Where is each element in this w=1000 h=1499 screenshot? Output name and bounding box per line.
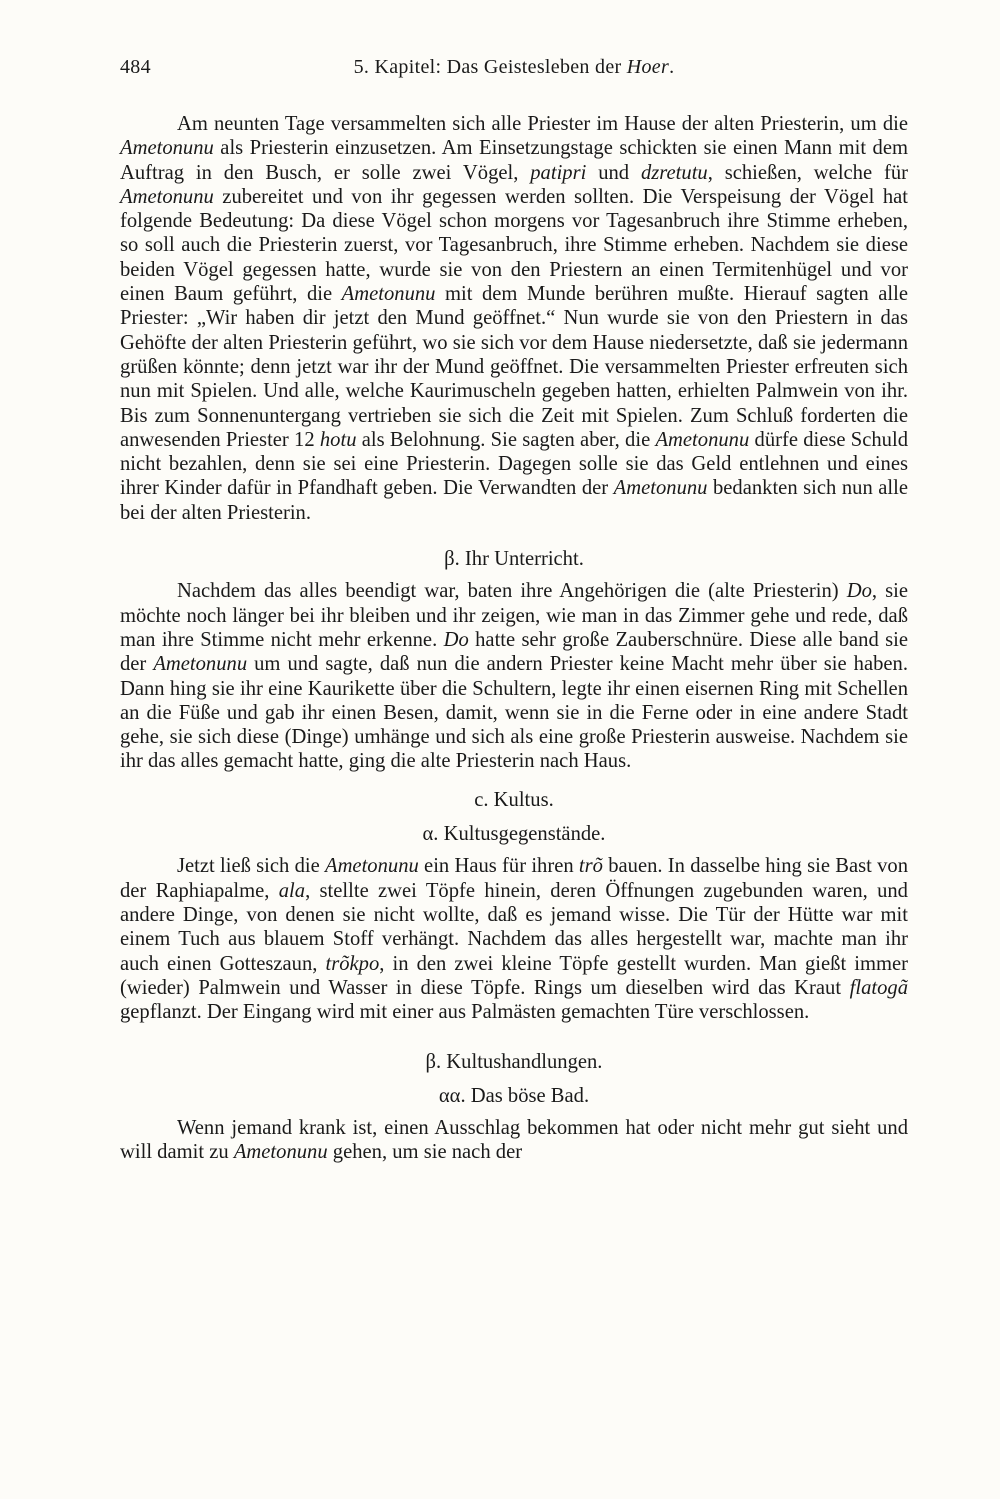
section-heading-unterricht: β. Ihr Unterricht. (444, 548, 584, 571)
running-head (120, 56, 908, 90)
paragraph-boese-bad: Wenn jemand krank ist, einen Ausschlag bekommen hat oder nicht mehr gut sieht und will damit zu Ametonunu gehen, um sie nach der (120, 1116, 908, 1164)
paragraph-installation: Am neunten Tage versammelten sich alle Priester im Hause der alten Priesterin, um die Ametonunu als Priesterin einzusetzen. Am Einsetzungstage schickten sie einen Mann mit dem Auftrag in den Busch, er solle zwei Vögel, patipri und dzretutu, schießen, welche für Ametonunu zubereitet und von ihr gegessen werden sollten. Die Verspeisung der Vögel hat folgende Bedeutung: Da diese Vögel schon morgens vor Tagesanbruch ihre Stimme erheben, so soll auch die Priesterin zuerst, vor Tagesanbruch, ihre Stimme erheben. Nachdem sie diese beiden Vögel gegessen hatte, wurde sie von den Priestern an einen Termitenhügel und vor einen Baum geführt, die Ametonunu mit dem Munde berühren mußte. Hierauf sagten alle Priester: „Wir haben dir jetzt den Mund geöffnet.“ Nun wurde sie von den Priestern in das Gehöfte der alten Priesterin geführt, wo sie sich vor dem Hause niedersetzte, daß sie jedermann grüßen könnte; denn jetzt war ihr der Mund geöffnet. Die versammelten Priester erfreuten sich nun mit Spielen. Und alle, welche Kaurimuscheln gegeben hatten, erhielten Palmwein von ihr. Bis zum Sonnenuntergang vertrieben sie sich die Zeit mit Spielen. Zum Schluß forderten die anwesenden Priester 12 hotu als Belohnung. Sie sagten aber, die Ametonunu dürfe diese Schuld nicht bezahlen, denn sie sei eine Priesterin. Dagegen solle sie das Geld entlehnen und eines ihrer Kinder dafür in Pfandhaft geben. Die Verwandten der Ametonunu bedankten sich nun alle bei der alten Priesterin. (120, 113, 908, 524)
subsection-heading-kultusgegenstaende: α. Kultusgegenstände. (422, 823, 606, 846)
subsubsection-heading-boese-bad: αα. Das böse Bad. (438, 1084, 590, 1107)
paragraph-unterricht: Nachdem das alles beendigt war, baten ihre Angehörigen die (alte Priesterin) Do, sie möchte noch länger bei ihr bleiben und ihr zeigen, wie man in das Zimmer gehe und rede, daß man ihre Stimme nicht mehr erkenne. Do hatte sehr große Zauberschnüre. Diese alle band sie der Ametonunu um und sagte, daß nun die andern Priester keine Macht mehr über sie haben. Dann hing sie ihr eine Kaurikette über die Schultern, legte ihr einen eisernen Ring mit Schellen an die Füße und gab ihr einen Besen, damit, wenn sie in die Ferne oder in eine andere Stadt gehe, sie sich diese (Dinge) umhänge und sich als eine große Priesterin ausweise. Nachdem sie ihr das alles gemacht hatte, ging die alte Priesterin nach Haus. (120, 580, 908, 773)
paragraph-kultusgegenstaende: Jetzt ließ sich die Ametonunu ein Haus für ihren trõ bauen. In dasselbe hing sie Bast von der Raphiapalme, ala, stellte zwei Töpfe hinein, deren Öffnungen zugebunden waren, und andere Dinge, von denen sie nicht wollte, daß es jemand wisse. Die Tür der Hütte war mit einem Tuch aus blauem Stoff verhängt. Nachdem das alles hergestellt war, machte man ihr auch einen Gotteszaun, trõkpo, in den zwei kleine Töpfe gestellt wurden. Man gießt immer (wieder) Palmwein und Wasser in diese Töpfe. Rings um dieselben wird das Kraut flatogã gepflanzt. Der Eingang wird mit einer aus Palmästen gemachten Türe verschlossen. (120, 855, 908, 1024)
subsection-heading-kultushandlungen: β. Kultushandlungen. (425, 1051, 603, 1074)
page-number: 484 (120, 56, 151, 78)
book-page (120, 56, 908, 1165)
section-heading-kultus: c. Kultus. (474, 788, 554, 811)
body-text (120, 112, 908, 1165)
chapter-title: 5. Kapitel: Das Geistesleben der Hoer. (353, 56, 675, 78)
